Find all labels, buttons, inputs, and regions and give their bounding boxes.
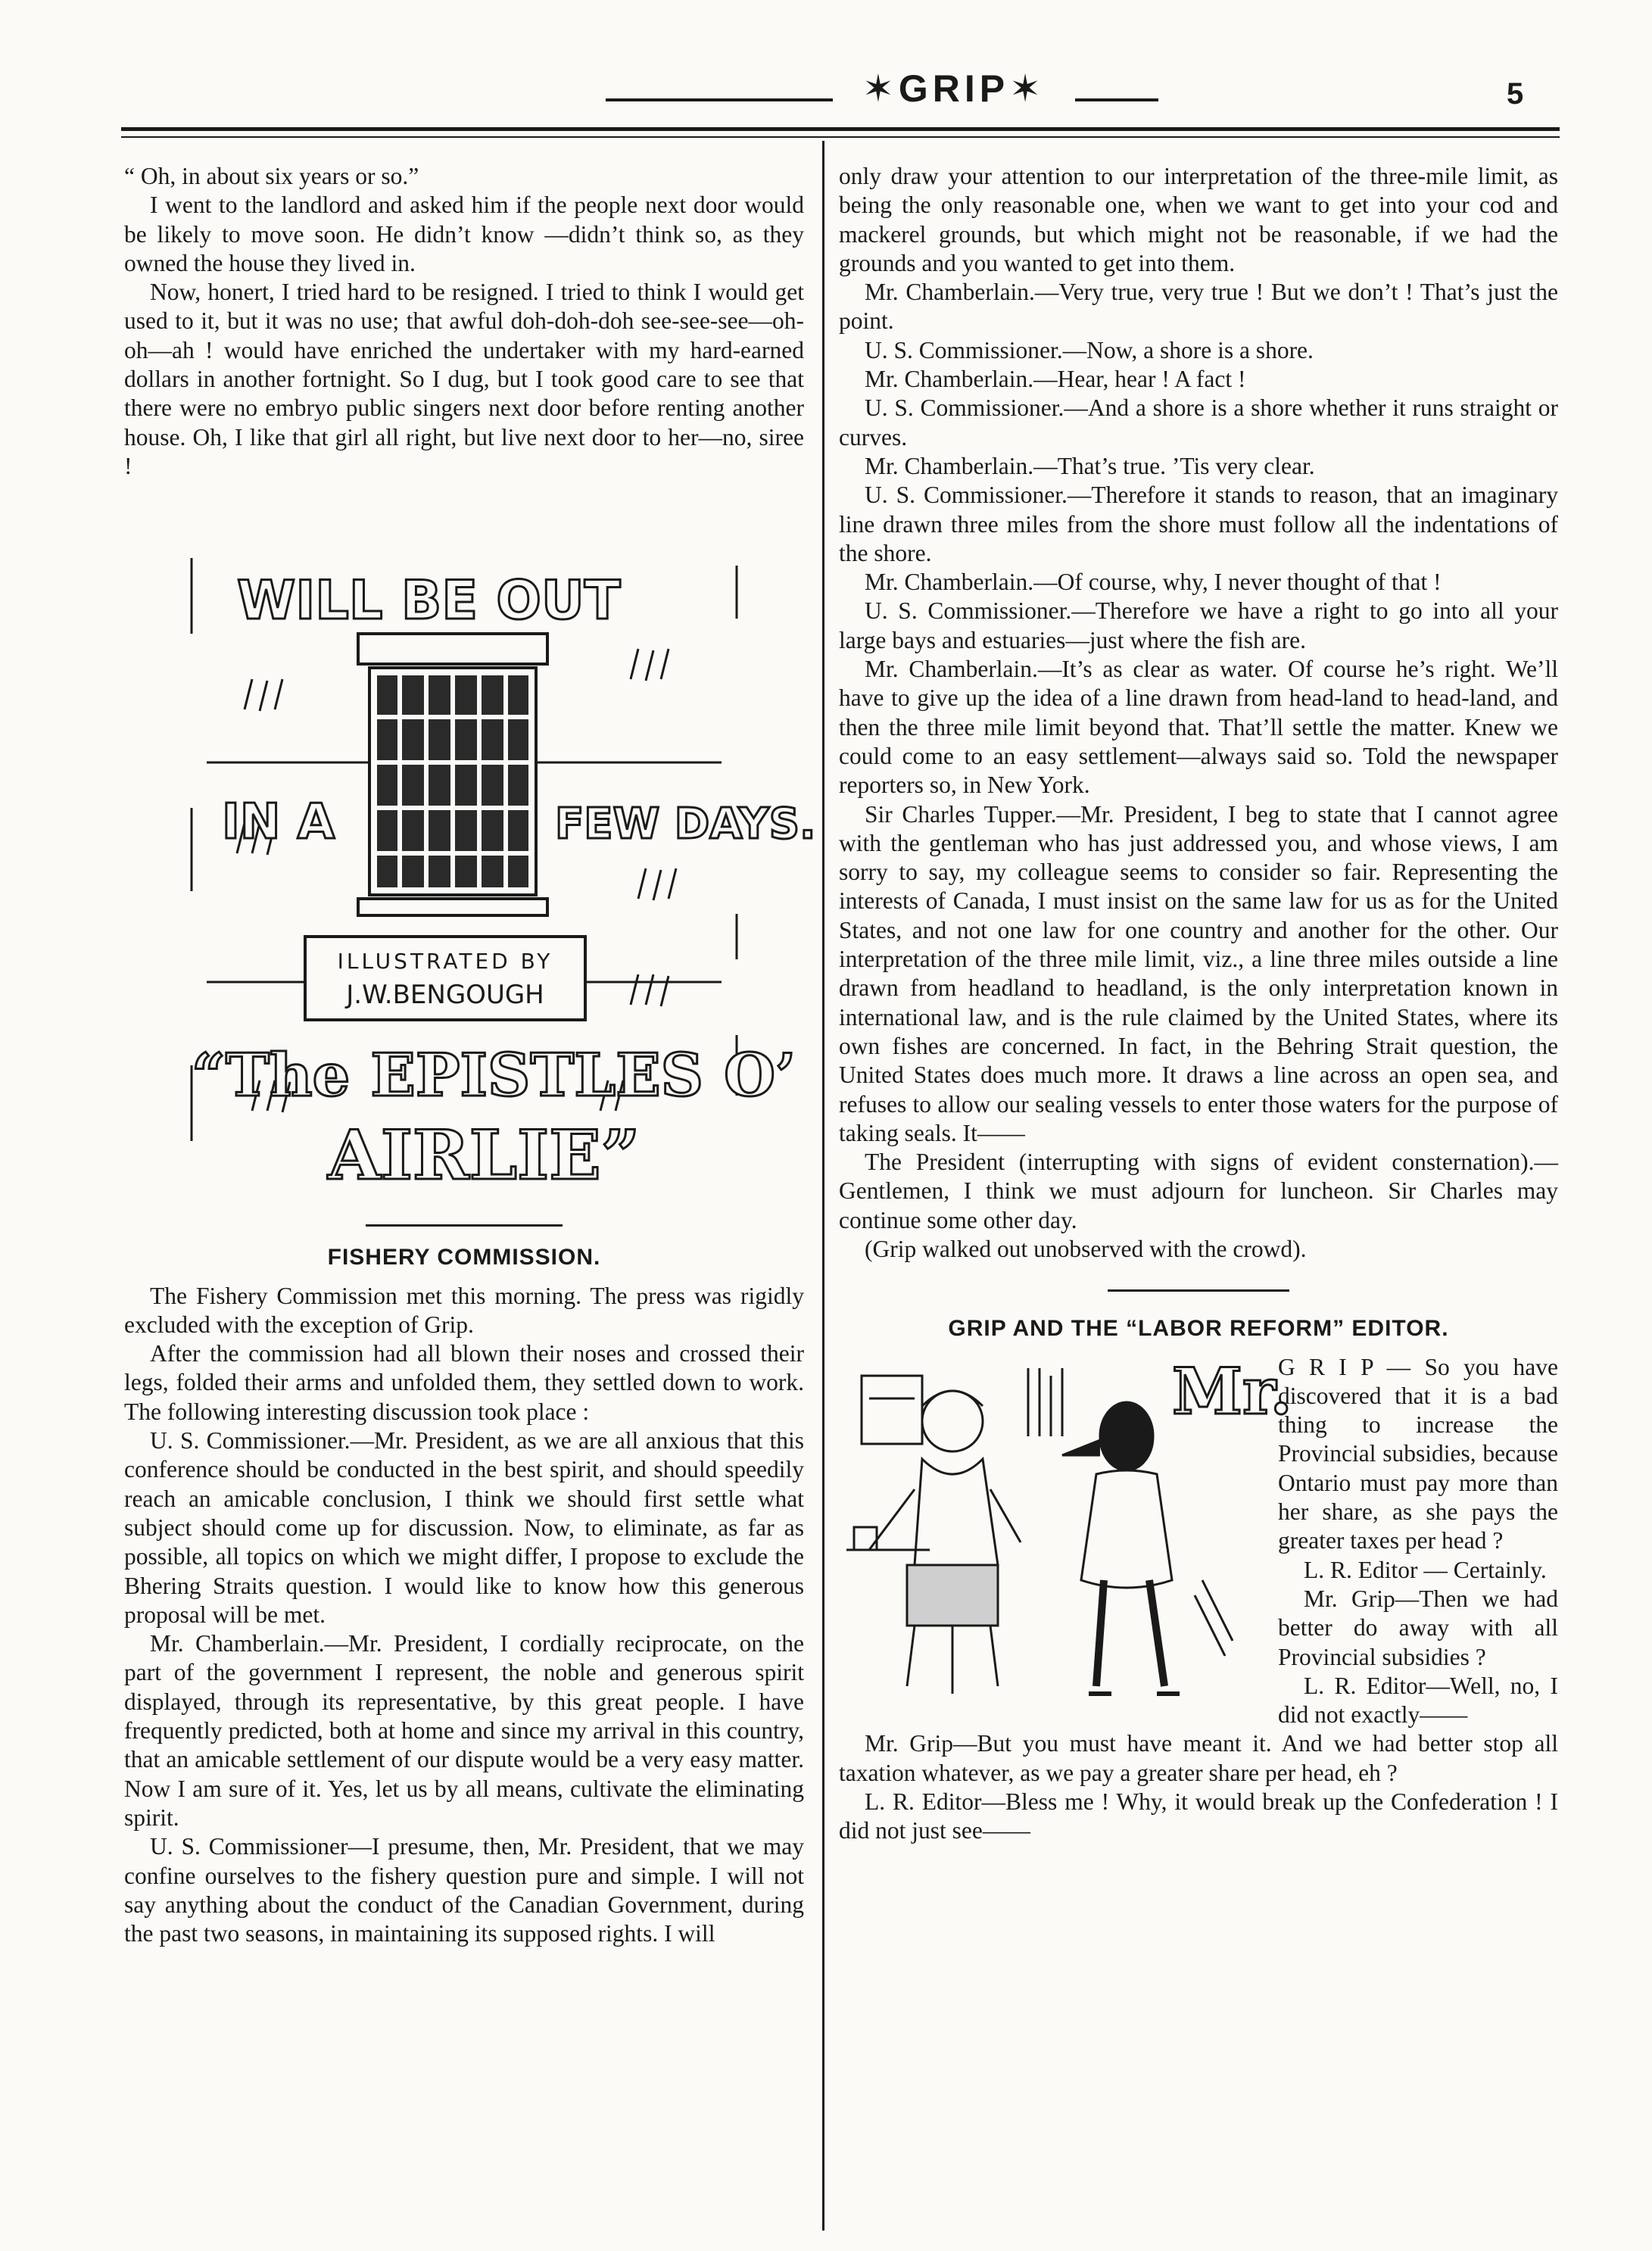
header-rule-thick [121, 127, 1560, 131]
fishery-continued-paragraph: Sir Charles Tupper.—Mr. President, I beg to state that I cannot agree with the gentleman who has just addressed you, and whose views, I am sorry to say, my colleague seems to consider so fair. Representing the interests of Canada, I must insist on the same law for us as for the United States, and not one law for one country and another for the other. Our interpretation of the three mile limit, viz., a line three miles outside a line drawn from headland to headland, is the only interpretation known in international law, and is the rule claimed by the United States, where its own fishes are concerned. In fact, in the Behring Strait question, the United States does much more. It draws a line across an open sea, and refuses to allow our sealing vessels to enter those waters for the purpose of taking seals. It—— [839, 800, 1558, 1146]
labor-dialogue-paragraph: L. R. Editor—Well, no, I did not exactly—— [1278, 1672, 1558, 1729]
fishery-continued-paragraph: Mr. Chamberlain.—Very true, very true ! But we don’t ! That’s just the point. [839, 279, 1558, 335]
intro-paragraph-1: “ Oh, in about six years or so.” [124, 163, 419, 189]
fishery-commission-heading: FISHERY COMMISSION. [327, 1245, 601, 1270]
editor-reply: L. R. Editor — Certainly. [1304, 1556, 1547, 1583]
fishery-continued-paragraph: U. S. Commissioner.—Therefore it stands to reason, that an imaginary line drawn three miles from the shore must follow all the indentations of the shore. [839, 482, 1558, 566]
page-number: 5 [1507, 77, 1524, 111]
labor-dialogue-paragraph: Mr. Grip—But you must have meant it. And we had better stop all taxation whatever, as we pay a greater share per head, eh ? [839, 1730, 1558, 1786]
right-column [839, 162, 1558, 1846]
cartoon-drawing [839, 1353, 1292, 1716]
fishery-continued-paragraph: The President (interrupting with signs of evident consternation).—Gentlemen, I think we must adjourn for luncheon. Sir Charles may continue some other day. [839, 1149, 1558, 1233]
fishery-continued-paragraph: Mr. Chamberlain.—Of course, why, I never thought of that ! [865, 569, 1442, 596]
labor-dialogue-paragraph: Mr. Grip—Then we had better do away with all Provincial subsidies ? [1278, 1585, 1558, 1670]
section-separator [366, 1224, 563, 1227]
fishery-continued-paragraph: U. S. Commissioner.—Therefore we have a right to go into all your large bays and estuaries—just where the fish are. [839, 597, 1558, 653]
illustration-title-airlie: AIRLIE” [328, 1115, 641, 1196]
illustration-line-in-a: IN A [222, 794, 335, 851]
left-column [124, 162, 816, 1948]
grip-question: G R I P — So you have discovered that it is a bad thing to increase the Provincial subsidies, because Ontario must pay more than her share, as she pays the greater taxes per head ? [1278, 1353, 1558, 1554]
masthead [121, 67, 1560, 120]
intro-paragraph-3: Now, honert, I tried hard to be resigned. I tried to think I would get used to it, but it was no use; that awful doh-doh-doh see-see-see—oh-oh—ah ! would have enriched the undertaker with my hard-earned dollars in another fortnight. So I dug, but I took good care to see that there were no embryo public singers next door before renting another house. Oh, I like that girl all right, but live next door to her—no, siree ! [124, 279, 804, 479]
fishery-paragraph: U. S. Commissioner.—Mr. President, as we are all anxious that this conference should be conducted in the best spirit, and should speedily reach an amicable conclusion, I think we should first settle what subject should come up for discussion. Now, to eliminate, as far as possible, all topics on which we might differ, I propose to exclude the Bhering Straits question. I would like to know how this generous proposal will be met. [124, 1427, 804, 1628]
labor-reform-block [839, 1353, 1558, 1585]
cartoon-mr-lettering: Mr. [1172, 1353, 1292, 1429]
editor-and-crow-cartoon [839, 1353, 1292, 1716]
fishery-paragraph: Mr. Chamberlain.—Mr. President, I cordially reciprocate, on the part of the government I represent, the noble and generous spirit displayed, through its representative, by this great people. I have frequently predicted, both at home and since my arrival in this country, that an amicable settlement of our dispute would be a very easy matter. Now I am sure of it. Yes, let us by all means, cultivate the eliminating spirit. [124, 1630, 804, 1831]
fishery-continued-paragraph: U. S. Commissioner.—And a shore is a shore whether it runs straight or curves. [839, 394, 1558, 451]
illustration-line-will-be-out: WILL BE OUT [237, 569, 621, 632]
illustration-title-epistles: “The EPISTLES O’ [192, 1041, 796, 1111]
fishery-paragraph: After the commission had all blown their noses and crossed their legs, folded their arms and unfolded them, they settled down to work. The following interesting discussion took place : [124, 1340, 804, 1425]
fishery-continued-paragraph: (Grip walked out unobserved with the crowd). [865, 1235, 1307, 1262]
illustration-line-few-days: FEW DAYS. [555, 800, 816, 850]
fishery-continued-paragraph: only draw your attention to our interpretation of the three-mile limit, as being the only reasonable one, when we want to get into your cod and mackerel grounds, but which might not be reasonable, if we had the grounds and you wanted to get into them. [839, 163, 1558, 276]
header-rule-thin [121, 136, 1560, 138]
intro-paragraph-2: I went to the landlord and asked him if the people next door would be likely to move soon. He didn’t know —didn’t think so, as they owned the house they lived in. [124, 192, 804, 276]
labor-dialogue-paragraph: L. R. Editor—Bless me ! Why, it would break up the Confederation ! I did not just see—— [839, 1788, 1558, 1844]
fishery-continued-paragraph: Mr. Chamberlain.—It’s as clear as water. Of course he’s right. We’ll have to give up the idea of a line drawn from head-land to head-land, and then the three mile limit beyond that. That’ll settle the matter. Knew we could come to an easy settlement—always said so. Told the newspaper reporters so, in New York. [839, 656, 1558, 799]
labor-reform-heading: GRIP AND THE “LABOR REFORM” EDITOR. [948, 1316, 1449, 1342]
fishery-paragraph: U. S. Commissioner—I presume, then, Mr. President, that we may confine ourselves to the fishery question pure and simple. I will not say anything about the conduct of the Canadian Government, during the past two seasons, in maintaining its supposed rights. I will [124, 1833, 804, 1947]
fishery-paragraph: The Fishery Commission met this morning. The press was rigidly excluded with the exception of Grip. [124, 1282, 804, 1338]
section-separator [1108, 1289, 1289, 1292]
epistles-illustration [176, 535, 816, 1202]
illustration-credit-label: ILLUSTRATED BY [337, 949, 553, 974]
fishery-continued-paragraph: Mr. Chamberlain.—That’s true. ’Tis very clear. [865, 452, 1315, 479]
prison-window-drawing [176, 535, 816, 1202]
fishery-continued-paragraph: U. S. Commissioner.—Now, a shore is a shore. [865, 336, 1314, 363]
fishery-continued-paragraph: Mr. Chamberlain.—Hear, hear ! A fact ! [865, 366, 1246, 393]
column-divider [822, 141, 824, 2231]
illustration-credit-name: J.W.BENGOUGH [346, 980, 544, 1011]
masthead-title: ✶GRIP✶ [862, 67, 1046, 110]
masthead-rule-right [1075, 98, 1158, 101]
